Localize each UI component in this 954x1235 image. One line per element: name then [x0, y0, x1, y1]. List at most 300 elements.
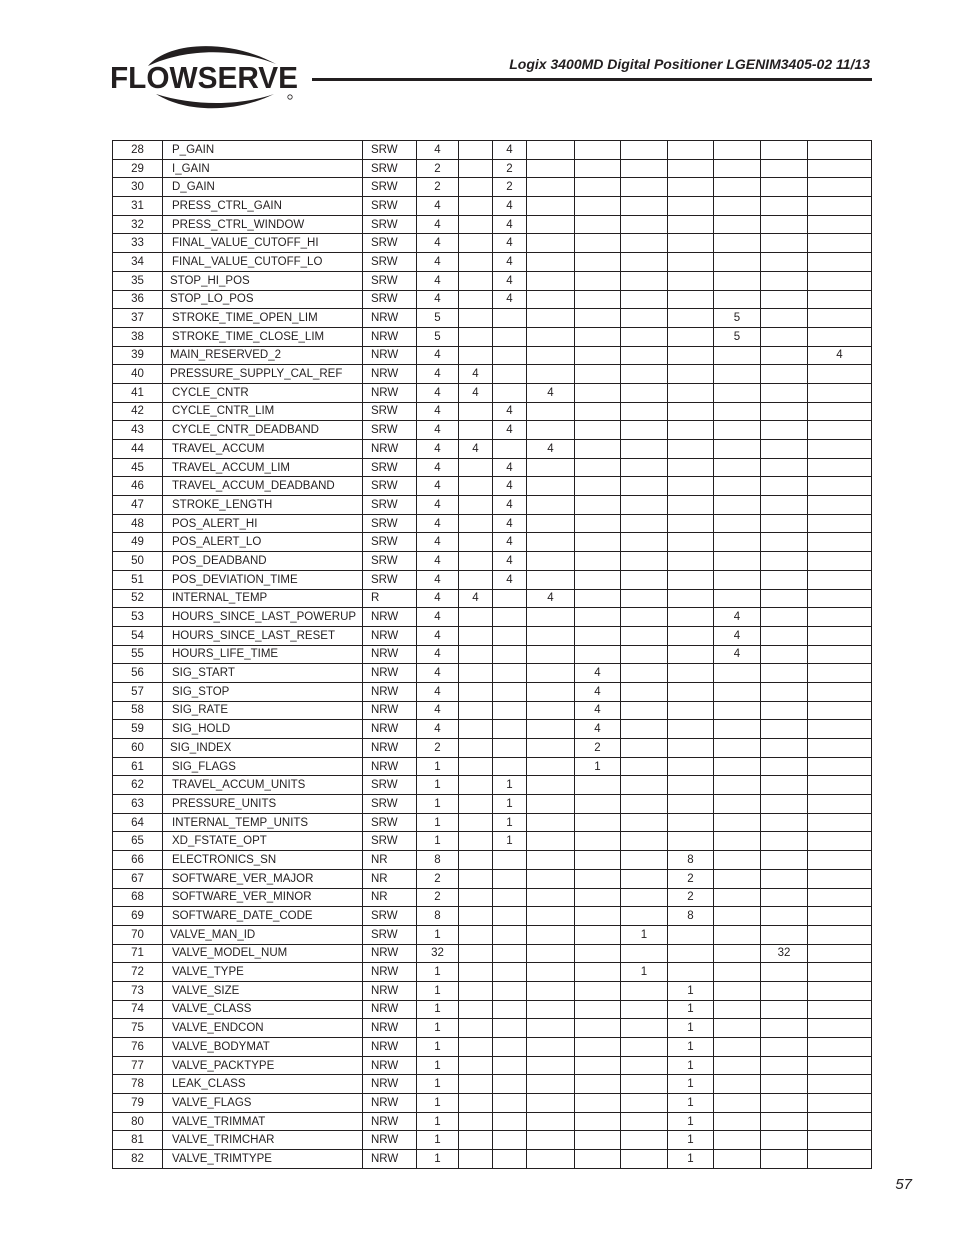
value-cell	[761, 458, 808, 477]
value-cell	[714, 1094, 761, 1113]
value-cell	[621, 253, 668, 272]
parameter-name-cell: SIG_INDEX	[163, 739, 363, 758]
value-cell	[459, 253, 493, 272]
value-cell: 1	[493, 813, 527, 832]
value-cell	[621, 496, 668, 515]
value-cell	[714, 795, 761, 814]
value-cell: 1	[668, 1019, 714, 1038]
parameter-name-cell: POS_DEADBAND	[163, 552, 363, 571]
value-cell	[808, 626, 872, 645]
value-cell	[575, 1075, 621, 1094]
value-cell	[761, 346, 808, 365]
value-cell	[459, 533, 493, 552]
table-row	[113, 1150, 872, 1169]
value-cell: 5	[714, 327, 761, 346]
row-index-cell: 61	[113, 757, 163, 776]
value-cell	[575, 981, 621, 1000]
value-cell	[808, 589, 872, 608]
value-cell	[808, 701, 872, 720]
value-cell	[621, 159, 668, 178]
parameter-name-cell: ELECTRONICS_SN	[163, 851, 363, 870]
value-cell	[761, 1075, 808, 1094]
value-cell	[808, 608, 872, 627]
value-cell	[527, 981, 575, 1000]
value-cell	[493, 626, 527, 645]
value-cell	[714, 1000, 761, 1019]
value-cell: 4	[459, 383, 493, 402]
row-index-cell: 69	[113, 907, 163, 926]
value-cell	[493, 1150, 527, 1169]
value-cell	[459, 309, 493, 328]
value-cell	[808, 739, 872, 758]
value-cell	[459, 701, 493, 720]
value-cell	[761, 1131, 808, 1150]
size-cell: 4	[417, 253, 459, 272]
value-cell	[808, 645, 872, 664]
value-cell	[808, 570, 872, 589]
value-cell	[575, 1000, 621, 1019]
value-cell	[575, 365, 621, 384]
value-cell	[459, 496, 493, 515]
value-cell	[527, 832, 575, 851]
value-cell	[575, 1131, 621, 1150]
value-cell	[808, 776, 872, 795]
value-cell	[761, 477, 808, 496]
row-index-cell: 77	[113, 1056, 163, 1075]
value-cell: 4	[493, 552, 527, 571]
size-cell: 4	[417, 570, 459, 589]
value-cell	[459, 888, 493, 907]
value-cell	[459, 626, 493, 645]
row-index-cell: 60	[113, 739, 163, 758]
value-cell	[808, 944, 872, 963]
value-cell	[761, 589, 808, 608]
value-cell	[668, 309, 714, 328]
value-cell	[527, 701, 575, 720]
value-cell	[761, 757, 808, 776]
value-cell	[621, 907, 668, 926]
table-row	[113, 851, 872, 870]
value-cell	[459, 346, 493, 365]
size-cell: 4	[417, 682, 459, 701]
row-index-cell: 55	[113, 645, 163, 664]
value-cell	[714, 178, 761, 197]
value-cell	[668, 552, 714, 571]
value-cell	[493, 383, 527, 402]
document-title: Logix 3400MD Digital Positioner LGENIM3405-02 11/13	[509, 56, 870, 72]
value-cell	[808, 533, 872, 552]
value-cell	[527, 1150, 575, 1169]
size-cell: 1	[417, 1019, 459, 1038]
value-cell	[714, 159, 761, 178]
access-cell: NRW	[363, 440, 417, 459]
value-cell	[575, 271, 621, 290]
value-cell	[808, 757, 872, 776]
value-cell	[459, 963, 493, 982]
value-cell	[621, 533, 668, 552]
size-cell: 4	[417, 271, 459, 290]
row-index-cell: 79	[113, 1094, 163, 1113]
value-cell	[621, 888, 668, 907]
value-cell	[459, 813, 493, 832]
value-cell: 2	[668, 869, 714, 888]
value-cell	[527, 402, 575, 421]
value-cell	[493, 739, 527, 758]
value-cell	[575, 421, 621, 440]
access-cell: NRW	[363, 701, 417, 720]
value-cell	[808, 832, 872, 851]
value-cell	[621, 608, 668, 627]
value-cell: 4	[808, 346, 872, 365]
table-row	[113, 402, 872, 421]
value-cell	[621, 851, 668, 870]
value-cell	[808, 327, 872, 346]
access-cell: SRW	[363, 458, 417, 477]
value-cell	[527, 608, 575, 627]
value-cell	[527, 925, 575, 944]
value-cell: 5	[714, 309, 761, 328]
value-cell	[761, 552, 808, 571]
table-row	[113, 701, 872, 720]
parameter-name-cell: POS_DEVIATION_TIME	[163, 570, 363, 589]
value-cell	[621, 1131, 668, 1150]
parameter-name-cell: HOURS_SINCE_LAST_RESET	[163, 626, 363, 645]
value-cell	[714, 253, 761, 272]
value-cell	[761, 1094, 808, 1113]
size-cell: 1	[417, 1131, 459, 1150]
access-cell: SRW	[363, 271, 417, 290]
row-index-cell: 30	[113, 178, 163, 197]
value-cell	[808, 514, 872, 533]
table-row	[113, 720, 872, 739]
value-cell	[575, 514, 621, 533]
access-cell: NRW	[363, 365, 417, 384]
value-cell	[761, 514, 808, 533]
value-cell: 1	[668, 981, 714, 1000]
row-index-cell: 54	[113, 626, 163, 645]
value-cell	[575, 795, 621, 814]
row-index-cell: 53	[113, 608, 163, 627]
value-cell	[527, 514, 575, 533]
value-cell	[761, 907, 808, 926]
value-cell	[714, 346, 761, 365]
value-cell	[527, 215, 575, 234]
value-cell	[527, 1075, 575, 1094]
value-cell: 2	[668, 888, 714, 907]
value-cell	[527, 795, 575, 814]
size-cell: 4	[417, 645, 459, 664]
access-cell: NRW	[363, 346, 417, 365]
parameter-name-cell: TRAVEL_ACCUM_UNITS	[163, 776, 363, 795]
value-cell	[621, 776, 668, 795]
value-cell	[527, 159, 575, 178]
row-index-cell: 72	[113, 963, 163, 982]
table-row	[113, 514, 872, 533]
value-cell	[761, 664, 808, 683]
value-cell	[761, 421, 808, 440]
value-cell	[761, 851, 808, 870]
value-cell	[761, 608, 808, 627]
value-cell	[621, 346, 668, 365]
value-cell: 1	[493, 795, 527, 814]
access-cell: NR	[363, 851, 417, 870]
value-cell	[668, 253, 714, 272]
value-cell	[668, 496, 714, 515]
value-cell	[575, 1112, 621, 1131]
size-cell: 4	[417, 626, 459, 645]
value-cell: 4	[527, 383, 575, 402]
value-cell	[621, 440, 668, 459]
value-cell	[459, 1150, 493, 1169]
parameter-name-cell: PRESS_CTRL_WINDOW	[163, 215, 363, 234]
value-cell	[493, 682, 527, 701]
value-cell	[668, 813, 714, 832]
value-cell	[459, 925, 493, 944]
value-cell	[493, 664, 527, 683]
parameter-name-cell: LEAK_CLASS	[163, 1075, 363, 1094]
table-row	[113, 739, 872, 758]
value-cell	[808, 365, 872, 384]
value-cell	[714, 1150, 761, 1169]
table-row	[113, 365, 872, 384]
value-cell	[575, 477, 621, 496]
value-cell	[808, 963, 872, 982]
row-index-cell: 59	[113, 720, 163, 739]
value-cell	[575, 496, 621, 515]
value-cell	[808, 664, 872, 683]
value-cell	[575, 963, 621, 982]
value-cell	[621, 458, 668, 477]
value-cell	[714, 757, 761, 776]
value-cell	[761, 402, 808, 421]
size-cell: 4	[417, 197, 459, 216]
value-cell	[761, 178, 808, 197]
parameter-name-cell: INTERNAL_TEMP_UNITS	[163, 813, 363, 832]
value-cell	[527, 682, 575, 701]
parameter-name-cell: HOURS_SINCE_LAST_POWERUP	[163, 608, 363, 627]
value-cell	[761, 533, 808, 552]
value-cell	[714, 851, 761, 870]
value-cell	[668, 944, 714, 963]
flowserve-logo	[108, 40, 308, 114]
value-cell	[459, 869, 493, 888]
value-cell	[808, 907, 872, 926]
row-index-cell: 70	[113, 925, 163, 944]
header-rule	[312, 78, 872, 81]
value-cell	[459, 178, 493, 197]
value-cell	[459, 739, 493, 758]
value-cell	[808, 253, 872, 272]
value-cell	[459, 645, 493, 664]
access-cell: SRW	[363, 776, 417, 795]
value-cell	[527, 664, 575, 683]
value-cell	[459, 907, 493, 926]
value-cell: 8	[668, 851, 714, 870]
value-cell	[714, 234, 761, 253]
parameter-name-cell: HOURS_LIFE_TIME	[163, 645, 363, 664]
row-index-cell: 36	[113, 290, 163, 309]
table-row	[113, 608, 872, 627]
row-index-cell: 68	[113, 888, 163, 907]
value-cell	[527, 141, 575, 160]
table-row	[113, 570, 872, 589]
value-cell	[575, 888, 621, 907]
parameter-name-cell: CYCLE_CNTR	[163, 383, 363, 402]
size-cell: 4	[417, 533, 459, 552]
value-cell: 4	[493, 421, 527, 440]
value-cell	[527, 1019, 575, 1038]
parameter-name-cell: SIG_START	[163, 664, 363, 683]
value-cell	[575, 813, 621, 832]
parameter-table	[112, 140, 872, 1169]
value-cell: 1	[575, 757, 621, 776]
parameter-name-cell: VALVE_CLASS	[163, 1000, 363, 1019]
value-cell	[621, 626, 668, 645]
value-cell	[621, 869, 668, 888]
value-cell	[761, 365, 808, 384]
access-cell: SRW	[363, 421, 417, 440]
value-cell	[761, 739, 808, 758]
value-cell	[761, 383, 808, 402]
value-cell	[668, 739, 714, 758]
row-index-cell: 41	[113, 383, 163, 402]
value-cell	[808, 1094, 872, 1113]
value-cell	[527, 253, 575, 272]
value-cell: 1	[493, 832, 527, 851]
access-cell: NRW	[363, 720, 417, 739]
value-cell	[493, 309, 527, 328]
parameter-name-cell: XD_FSTATE_OPT	[163, 832, 363, 851]
value-cell	[459, 477, 493, 496]
row-index-cell: 42	[113, 402, 163, 421]
value-cell	[714, 1131, 761, 1150]
access-cell: SRW	[363, 141, 417, 160]
value-cell	[761, 309, 808, 328]
value-cell	[527, 570, 575, 589]
value-cell	[714, 215, 761, 234]
value-cell	[808, 851, 872, 870]
value-cell	[808, 197, 872, 216]
value-cell	[493, 346, 527, 365]
value-cell	[714, 271, 761, 290]
value-cell	[493, 645, 527, 664]
value-cell	[808, 309, 872, 328]
value-cell	[761, 869, 808, 888]
size-cell: 8	[417, 907, 459, 926]
value-cell	[714, 477, 761, 496]
value-cell	[493, 869, 527, 888]
value-cell	[668, 925, 714, 944]
value-cell	[459, 570, 493, 589]
value-cell	[808, 1000, 872, 1019]
row-index-cell: 33	[113, 234, 163, 253]
size-cell: 4	[417, 234, 459, 253]
value-cell	[621, 271, 668, 290]
value-cell	[527, 813, 575, 832]
page-number: 57	[895, 1176, 912, 1193]
value-cell	[714, 832, 761, 851]
value-cell	[459, 664, 493, 683]
access-cell: SRW	[363, 496, 417, 515]
value-cell	[621, 1000, 668, 1019]
value-cell	[668, 365, 714, 384]
value-cell	[621, 645, 668, 664]
table-row	[113, 178, 872, 197]
value-cell	[808, 290, 872, 309]
row-index-cell: 78	[113, 1075, 163, 1094]
value-cell	[808, 234, 872, 253]
value-cell	[668, 215, 714, 234]
value-cell	[621, 682, 668, 701]
value-cell	[527, 757, 575, 776]
value-cell	[808, 1019, 872, 1038]
value-cell: 1	[668, 1094, 714, 1113]
value-cell	[493, 327, 527, 346]
value-cell	[575, 215, 621, 234]
size-cell: 4	[417, 496, 459, 515]
table-row	[113, 496, 872, 515]
size-cell: 1	[417, 1038, 459, 1057]
value-cell: 4	[493, 290, 527, 309]
value-cell	[621, 720, 668, 739]
row-index-cell: 34	[113, 253, 163, 272]
value-cell	[459, 981, 493, 1000]
value-cell	[527, 720, 575, 739]
table-row	[113, 327, 872, 346]
row-index-cell: 43	[113, 421, 163, 440]
value-cell	[621, 832, 668, 851]
value-cell: 4	[714, 626, 761, 645]
value-cell	[714, 701, 761, 720]
value-cell: 1	[668, 1131, 714, 1150]
value-cell	[459, 327, 493, 346]
size-cell: 2	[417, 888, 459, 907]
value-cell	[621, 365, 668, 384]
value-cell	[459, 458, 493, 477]
value-cell	[621, 944, 668, 963]
value-cell	[527, 963, 575, 982]
parameter-name-cell: SIG_HOLD	[163, 720, 363, 739]
value-cell	[808, 1150, 872, 1169]
value-cell	[575, 327, 621, 346]
row-index-cell: 45	[113, 458, 163, 477]
size-cell: 4	[417, 402, 459, 421]
parameter-name-cell: VALVE_ENDCON	[163, 1019, 363, 1038]
value-cell	[621, 813, 668, 832]
table-row	[113, 1094, 872, 1113]
value-cell: 4	[575, 664, 621, 683]
value-cell	[761, 682, 808, 701]
value-cell	[761, 141, 808, 160]
value-cell	[459, 757, 493, 776]
size-cell: 1	[417, 963, 459, 982]
value-cell	[761, 1150, 808, 1169]
value-cell: 4	[459, 589, 493, 608]
access-cell: NRW	[363, 1038, 417, 1057]
parameter-name-cell: SOFTWARE_DATE_CODE	[163, 907, 363, 926]
size-cell: 4	[417, 608, 459, 627]
value-cell: 4	[575, 720, 621, 739]
value-cell	[714, 570, 761, 589]
value-cell	[575, 925, 621, 944]
access-cell: NRW	[363, 1075, 417, 1094]
table-row	[113, 1075, 872, 1094]
value-cell	[808, 1131, 872, 1150]
value-cell	[575, 141, 621, 160]
value-cell	[621, 1094, 668, 1113]
table-row	[113, 1038, 872, 1057]
value-cell	[621, 664, 668, 683]
